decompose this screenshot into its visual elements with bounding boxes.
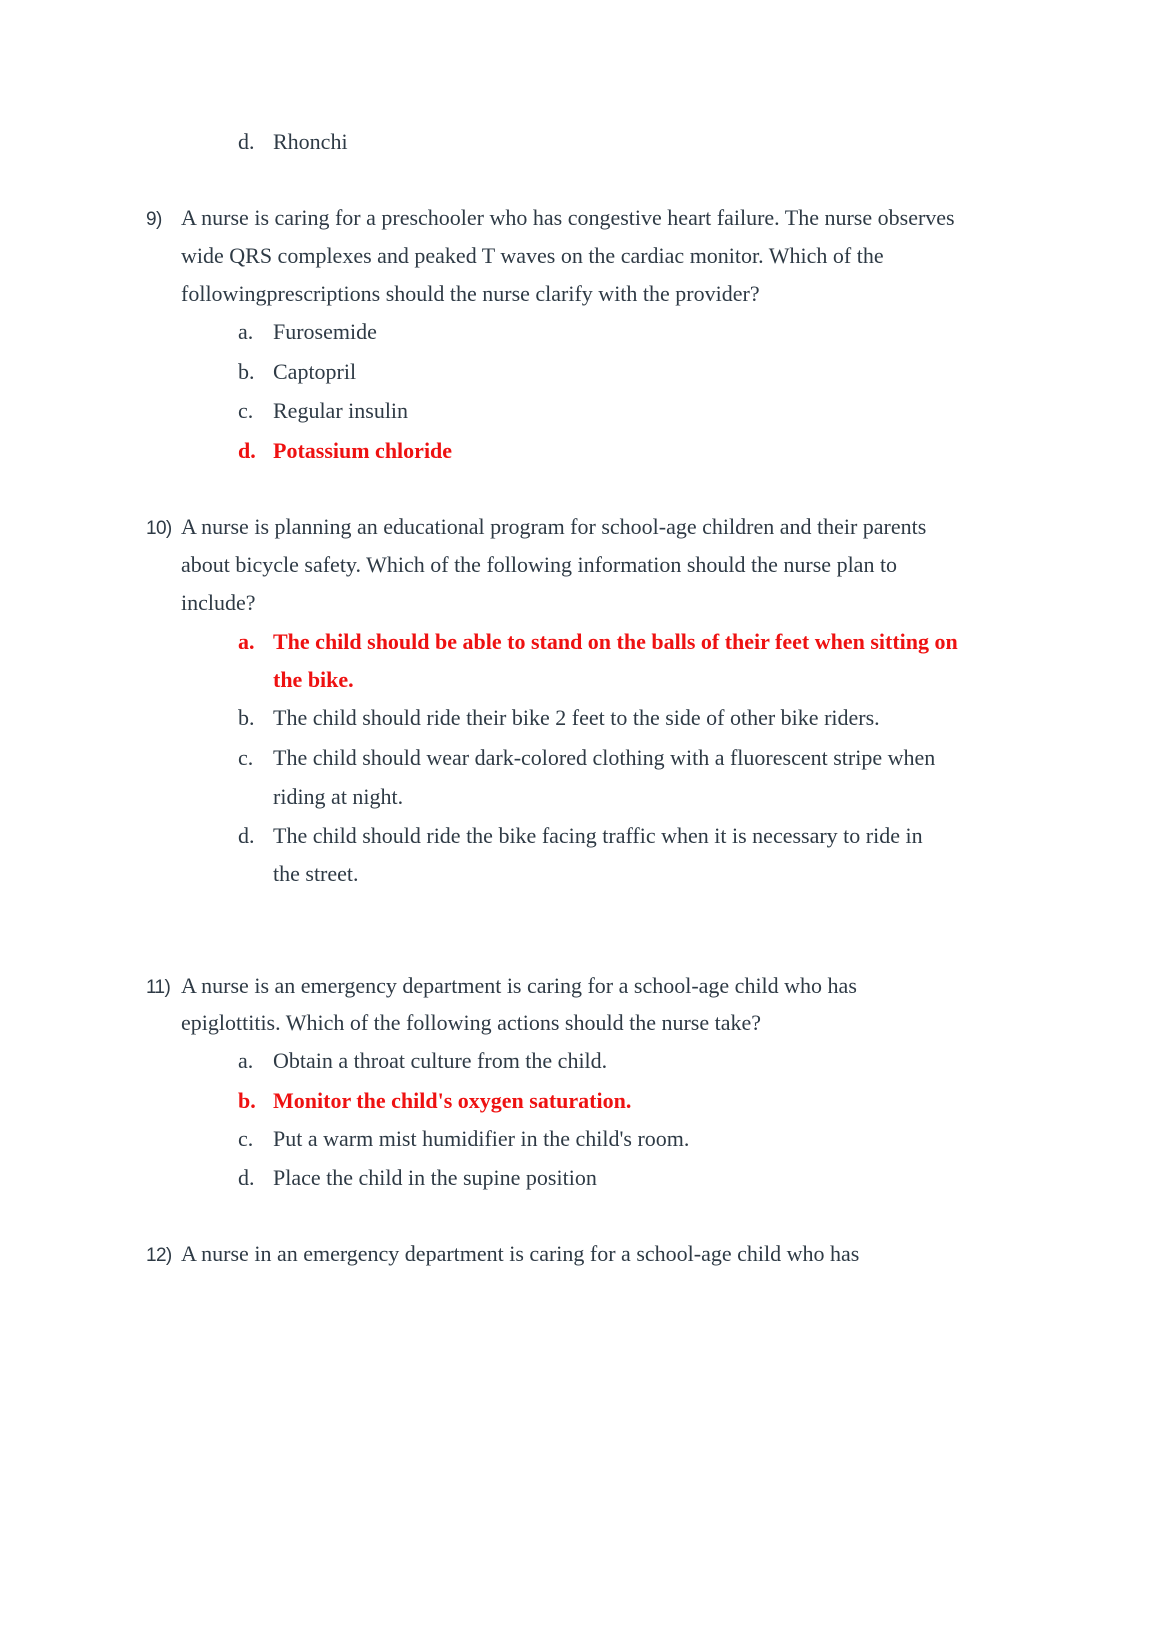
option-text-line-1: The child should be able to stand on the balls of their feet when sitting on — [273, 629, 958, 654]
option-text-line-1: The child should ride the bike facing traffic when it is necessary to ride in — [273, 823, 923, 848]
option-letter: b. — [238, 359, 255, 384]
option-text: Furosemide — [273, 319, 377, 344]
option-letter: a. — [238, 319, 254, 344]
option-text: Potassium chloride — [273, 438, 453, 463]
option-letter: d. — [238, 1165, 255, 1190]
q10-stem-line-1: A nurse is planning an educational program for school-age children and their parents — [181, 514, 927, 539]
q9-stem-line-3: followingprescriptions should the nurse clarify with the provider? — [181, 281, 760, 306]
q10-option-c-line-2: riding at night. — [273, 784, 404, 809]
option-letter: a. — [238, 629, 255, 654]
q10-stem-line-3: include? — [181, 590, 256, 615]
q9-stem-line-2: wide QRS complexes and peaked T waves on the cardiac monitor. Which of the — [181, 243, 884, 268]
option-text: Place the child in the supine position — [273, 1165, 597, 1190]
q11-stem-line-2: epiglottitis. Which of the following actions should the nurse take? — [181, 1010, 762, 1035]
q10-stem-line-2: about bicycle safety. Which of the following information should the nurse plan to — [181, 552, 898, 577]
question-number-10: 10) — [146, 518, 172, 539]
option-letter: d. — [238, 129, 255, 154]
option-text-line-1: The child should wear dark-colored clothing with a fluorescent stripe when — [273, 745, 936, 770]
question-number-9: 9) — [146, 209, 162, 230]
q9-stem-line-1: A nurse is caring for a preschooler who has congestive heart failure. The nurse observes — [181, 205, 955, 230]
question-number-11: 11) — [146, 977, 171, 998]
option-letter: d. — [238, 438, 256, 463]
option-text: The child should ride their bike 2 feet to the side of other bike riders. — [273, 705, 880, 730]
option-text: Regular insulin — [273, 398, 409, 423]
option-text: Monitor the child's oxygen saturation. — [273, 1088, 632, 1113]
option-text: Obtain a throat culture from the child. — [273, 1048, 608, 1073]
q10-option-a-line-2: the bike. — [273, 667, 354, 692]
question-number-12: 12) — [146, 1245, 172, 1266]
q10-option-d-line-2: the street. — [273, 861, 359, 886]
q12-stem-line-1: A nurse in an emergency department is caring for a school-age child who has — [181, 1241, 860, 1266]
option-text: Rhonchi — [273, 129, 348, 154]
option-text: Put a warm mist humidifier in the child's room. — [273, 1126, 690, 1151]
option-letter: b. — [238, 1088, 256, 1113]
q11-stem-line-1: A nurse is an emergency department is caring for a school-age child who has — [181, 973, 857, 998]
option-letter: c. — [238, 745, 254, 770]
option-text: Captopril — [273, 359, 357, 384]
option-letter: c. — [238, 398, 254, 423]
option-letter: d. — [238, 823, 255, 848]
option-letter: c. — [238, 1126, 254, 1151]
option-letter: b. — [238, 705, 255, 730]
option-letter: a. — [238, 1048, 254, 1073]
